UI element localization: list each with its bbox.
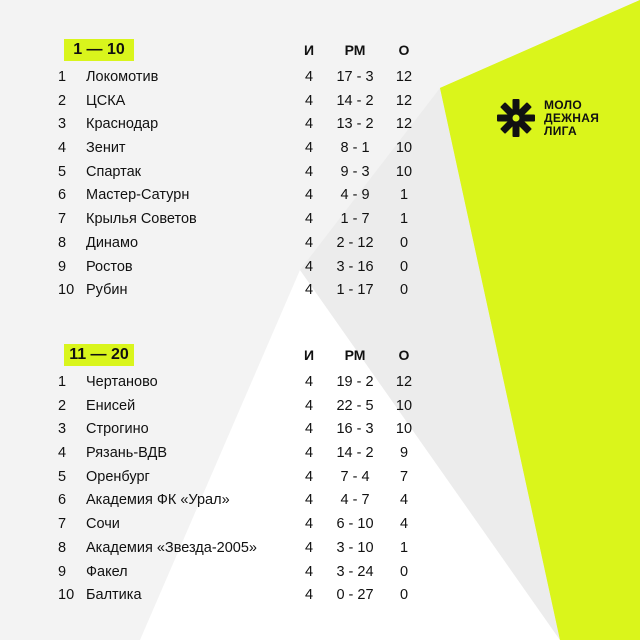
team-name-cell: ЦСКА (86, 92, 126, 109)
rank-cell: 10 (58, 282, 75, 299)
team-name-cell: Краснодар (86, 116, 159, 133)
table-row (0, 585, 440, 609)
goals-cell: 0 - 27 (336, 587, 374, 604)
team-name-cell: Рубин (86, 282, 128, 299)
rank-cell: 6 (58, 187, 67, 204)
points-cell: 10 (395, 140, 413, 157)
table-body (0, 372, 440, 609)
rank-cell: 10 (58, 587, 75, 604)
points-cell: 12 (395, 116, 413, 133)
team-name-cell: Енисей (86, 397, 136, 414)
rank-cell: 8 (58, 539, 67, 556)
table-row (0, 233, 440, 257)
table-row (0, 280, 440, 304)
rank-cell: 7 (58, 516, 67, 533)
rank-cell: 9 (58, 563, 67, 580)
points-cell: 0 (399, 258, 409, 275)
points-cell: 7 (399, 468, 409, 485)
table-row (0, 419, 440, 443)
column-played-header: И (303, 42, 315, 58)
points-cell: 9 (399, 445, 409, 462)
column-points-header: О (398, 347, 410, 363)
star-burst-icon (496, 98, 536, 138)
goals-cell: 3 - 16 (336, 258, 374, 275)
goals-cell: 7 - 4 (340, 468, 370, 485)
points-cell: 10 (395, 421, 413, 438)
goals-cell: 16 - 3 (336, 421, 374, 438)
points-cell: 10 (395, 163, 413, 180)
team-name-cell: Балтика (86, 587, 142, 604)
played-cell: 4 (304, 421, 314, 438)
column-points-header: О (398, 42, 410, 58)
goals-cell: 8 - 1 (340, 140, 370, 157)
points-cell: 12 (395, 374, 413, 390)
rank-cell: 4 (58, 445, 67, 462)
played-cell: 4 (304, 374, 314, 390)
table-header (0, 344, 440, 372)
table-row (0, 490, 440, 514)
standings-table-11-20 (0, 344, 440, 609)
rank-cell: 1 (58, 374, 67, 390)
team-name-cell: Академия ФК «Урал» (86, 492, 230, 509)
column-goals-header: РМ (344, 347, 366, 363)
rank-cell: 4 (58, 140, 67, 157)
goals-cell: 14 - 2 (336, 445, 374, 462)
team-name-cell: Академия «Звезда-2005» (86, 539, 257, 556)
played-cell: 4 (304, 445, 314, 462)
goals-cell: 17 - 3 (336, 69, 374, 85)
goals-cell: 19 - 2 (336, 374, 374, 390)
played-cell: 4 (304, 539, 314, 556)
played-cell: 4 (304, 492, 314, 509)
rank-cell: 5 (58, 468, 67, 485)
goals-cell: 4 - 7 (340, 492, 370, 509)
table-row (0, 467, 440, 491)
rank-cell: 5 (58, 163, 67, 180)
goals-cell: 4 - 9 (340, 187, 370, 204)
rank-cell: 8 (58, 234, 67, 251)
rank-cell: 1 (58, 69, 67, 85)
points-cell: 1 (399, 211, 409, 228)
team-name-cell: Рязань-ВДВ (86, 445, 167, 462)
goals-cell: 3 - 24 (336, 563, 374, 580)
table-row (0, 91, 440, 115)
team-name-cell: Крылья Советов (86, 211, 197, 228)
points-cell: 0 (399, 282, 409, 299)
table-row (0, 114, 440, 138)
logo-text (544, 99, 599, 138)
table-row (0, 138, 440, 162)
goals-cell: 1 - 7 (340, 211, 370, 228)
points-cell: 0 (399, 234, 409, 251)
column-goals-header: РМ (344, 42, 366, 58)
played-cell: 4 (304, 163, 314, 180)
table-row (0, 396, 440, 420)
section-badge: 11 — 20 (64, 344, 134, 366)
team-name-cell: Спартак (86, 163, 142, 180)
rank-cell: 3 (58, 421, 67, 438)
goals-cell: 13 - 2 (336, 116, 374, 133)
points-cell: 12 (395, 69, 413, 85)
league-logo (496, 98, 599, 138)
played-cell: 4 (304, 397, 314, 414)
goals-cell: 6 - 10 (336, 516, 374, 533)
column-played-header: И (303, 347, 315, 363)
team-name-cell: Сочи (86, 516, 120, 533)
played-cell: 4 (304, 234, 314, 251)
table-row (0, 443, 440, 467)
goals-cell: 14 - 2 (336, 92, 374, 109)
team-name-cell: Мастер-Сатурн (86, 187, 190, 204)
table-row (0, 185, 440, 209)
goals-cell: 9 - 3 (340, 163, 370, 180)
points-cell: 1 (399, 539, 409, 556)
rank-cell: 6 (58, 492, 67, 509)
logo-line-3: ЛИГА (544, 123, 577, 138)
played-cell: 4 (304, 587, 314, 604)
rank-cell: 7 (58, 211, 67, 228)
points-cell: 1 (399, 187, 409, 204)
team-name-cell: Локомотив (86, 69, 159, 85)
points-cell: 10 (395, 397, 413, 414)
team-name-cell: Чертаново (86, 374, 158, 390)
table-row (0, 538, 440, 562)
section-badge: 1 — 10 (64, 39, 134, 61)
table-row (0, 372, 440, 396)
table-row (0, 514, 440, 538)
points-cell: 4 (399, 516, 409, 533)
logo-line-2: ДЕЖНАЯ (544, 110, 600, 125)
rank-cell: 2 (58, 397, 67, 414)
played-cell: 4 (304, 516, 314, 533)
table-body (0, 67, 440, 304)
played-cell: 4 (304, 563, 314, 580)
goals-cell: 1 - 17 (336, 282, 374, 299)
played-cell: 4 (304, 258, 314, 275)
points-cell: 4 (399, 492, 409, 509)
table-row (0, 162, 440, 186)
team-name-cell: Ростов (86, 258, 133, 275)
played-cell: 4 (304, 468, 314, 485)
points-cell: 12 (395, 92, 413, 109)
played-cell: 4 (304, 116, 314, 133)
logo-line-1: МОЛО (544, 97, 582, 112)
goals-cell: 22 - 5 (336, 397, 374, 414)
table-row (0, 562, 440, 586)
goals-cell: 3 - 10 (336, 539, 374, 556)
played-cell: 4 (304, 282, 314, 299)
played-cell: 4 (304, 211, 314, 228)
rank-cell: 2 (58, 92, 67, 109)
goals-cell: 2 - 12 (336, 234, 374, 251)
standings-table-top10 (0, 39, 440, 304)
played-cell: 4 (304, 92, 314, 109)
table-row (0, 209, 440, 233)
table-row (0, 67, 440, 91)
team-name-cell: Динамо (86, 234, 139, 251)
played-cell: 4 (304, 69, 314, 85)
table-row (0, 257, 440, 281)
team-name-cell: Факел (86, 563, 128, 580)
played-cell: 4 (304, 140, 314, 157)
played-cell: 4 (304, 187, 314, 204)
rank-cell: 3 (58, 116, 67, 133)
team-name-cell: Оренбург (86, 468, 150, 485)
rank-cell: 9 (58, 258, 67, 275)
table-header (0, 39, 440, 67)
points-cell: 0 (399, 563, 409, 580)
team-name-cell: Зенит (86, 140, 126, 157)
points-cell: 0 (399, 587, 409, 604)
team-name-cell: Строгино (86, 421, 149, 438)
